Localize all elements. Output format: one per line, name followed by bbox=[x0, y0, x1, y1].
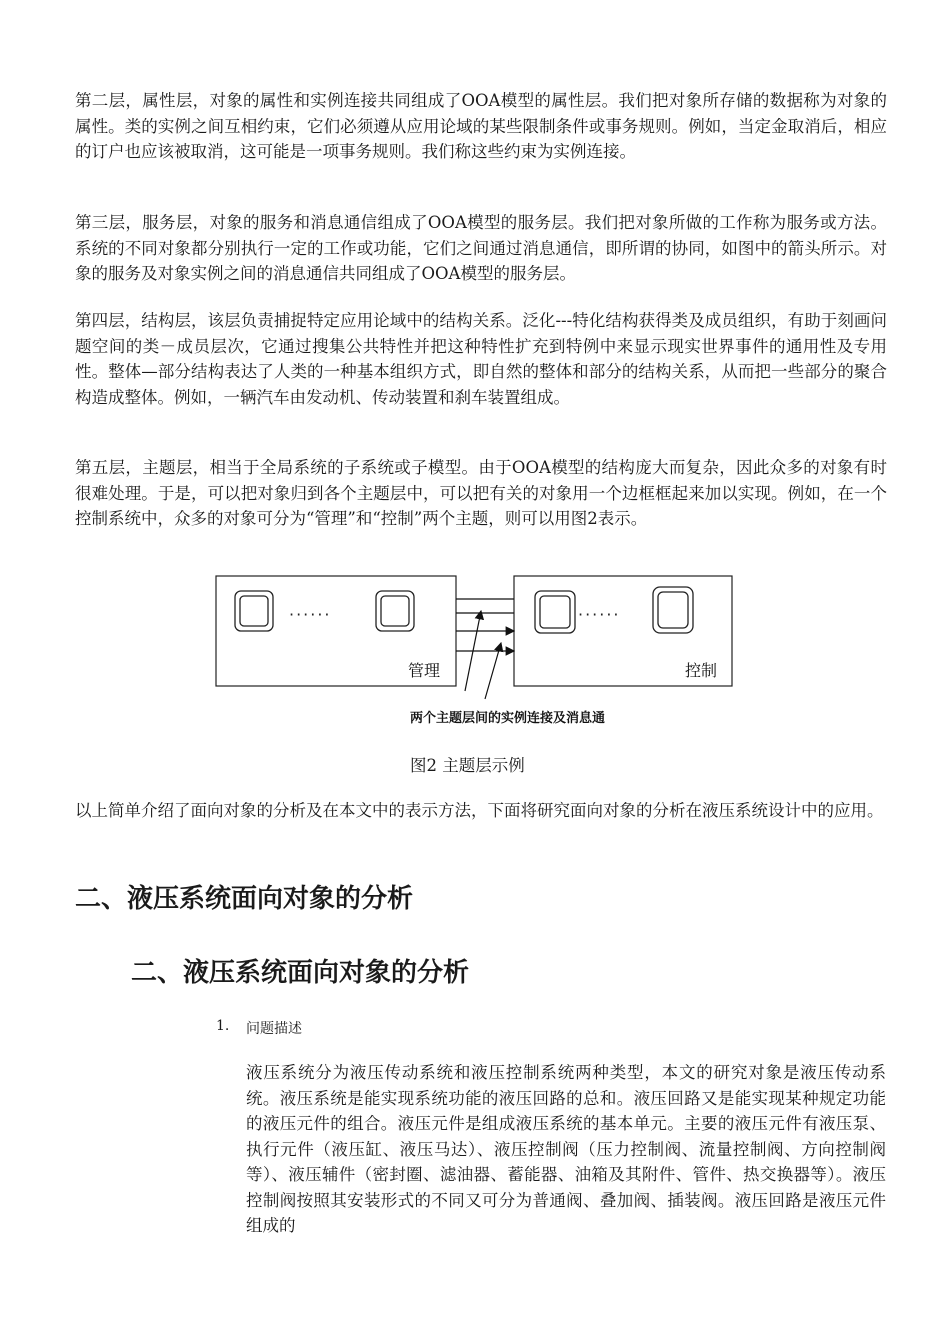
section-heading: 二、液压系统面向对象的分析 bbox=[75, 884, 414, 914]
message-arrows bbox=[465, 611, 501, 699]
diagram-inline-caption: 两个主题层间的实例连接及消息通 bbox=[410, 711, 606, 726]
paragraph-service-layer: 第三层，服务层，对象的服务和消息通信组成了OOA模型的服务层。我们把对象所做的工作称为服务或方法。系统的不同对象都分别执行一定的工作或功能，它们之间通过消息通信，即所谓的协同，如图中的箭头所示。对象的服务及对象实例之间的消息通信共同组成了OOA模型的服务层。 bbox=[75, 213, 887, 283]
ellipsis-left: ······ bbox=[289, 605, 332, 624]
section-subheading: 二、液压系统面向对象的分析 bbox=[131, 958, 470, 988]
list-item-label: 问题描述 bbox=[246, 1021, 302, 1037]
label-control: 控制 bbox=[685, 661, 718, 680]
instance-connections bbox=[456, 599, 514, 651]
label-management: 管理 bbox=[408, 661, 441, 680]
list-number: 1. bbox=[216, 1018, 230, 1034]
ellipsis-right: ······ bbox=[578, 605, 621, 624]
figure-caption: 图2 主题层示例 bbox=[410, 756, 525, 775]
paragraph-attribute-layer: 第二层，属性层，对象的属性和实例连接共同组成了OOA模型的属性层。我们把对象所存储的数据称为对象的属性。类的实例之间互相约束，它们必须遵从应用论域的某些限制条件或事务规则。例如，当定金取消后，相应的订户也应该被取消，这可能是一项事务规则。我们称这些约束为实例连接。 bbox=[75, 91, 887, 161]
paragraph-subject-layer: 第五层，主题层，相当于全局系统的子系统或子模型。由于OOA模型的结构庞大而复杂，因此众多的对象有时很难处理。于是，可以把对象归到各个主题层中，可以把有关的对象用一个边框框起来加以实现。例如，在一个控制系统中，众多的对象可分为“管理”和“控制”两个主题，则可以用图2表示。 bbox=[75, 458, 887, 528]
paragraph-summary: 以上简单介绍了面向对象的分析及在本文中的表示方法，下面将研究面向对象的分析在液压系统设计中的应用。 bbox=[75, 801, 884, 820]
paragraph-problem-description: 液压系统分为液压传动系统和液压控制系统两种类型，本文的研究对象是液压传动系统。液压系统是能实现系统功能的液压回路的总和。液压回路又是能实现某种规定功能的液压元件的组合。液压元件是组成液压系统的基本单元。主要的液压元件有液压泵、执行元件（液压缸、液压马达）、液压控制阀（压力控制阀、流量控制阀、方向控制阀等）、液压辅件（密封圈、滤油器、蓄能器、油箱及其附件、管件、热交换器等）。液压控制阀按照其安装形式的不同又可分为普通阀、叠加阀、插装阀。液压回路是液压元件组成的 bbox=[246, 1063, 886, 1235]
paragraph-structure-layer: 第四层，结构层，该层负责捕捉特定应用论域中的结构关系。泛化---特化结构获得类及成员组织，有助于刻画问题空间的类－成员层次，它通过搜集公共特性并把这种特性扩充到特例中来显示现实世界事件的通用性及专用性。整体—部分结构表达了人类的一种基本组织方式，即自然的整体和部分的结构关系，从而把一些部分的聚合构造成整体。例如，一辆汽车由发动机、传动装置和刹车装置组成。 bbox=[75, 311, 887, 407]
